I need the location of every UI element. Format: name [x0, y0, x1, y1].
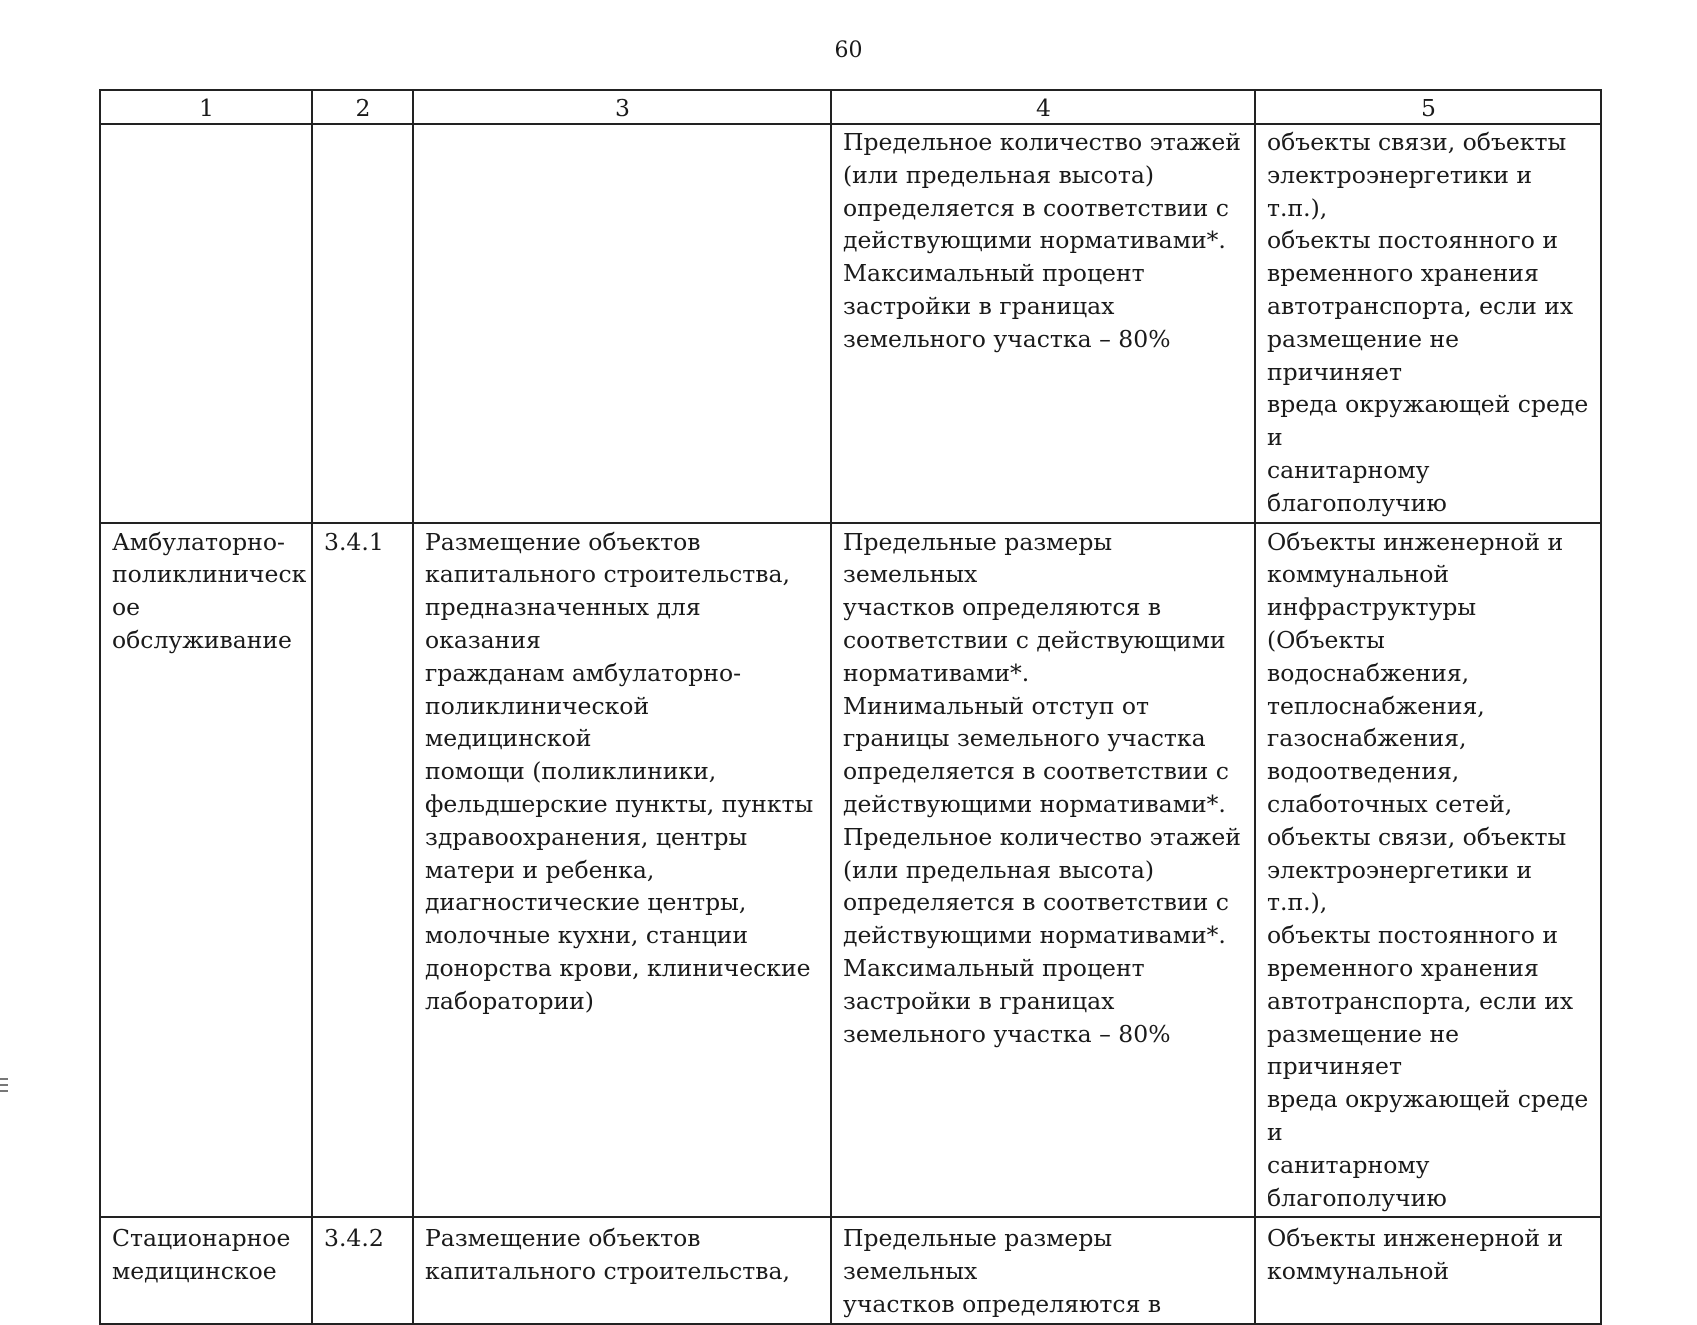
auxiliary-uses-cell	[1255, 124, 1601, 523]
column-header-3: 3	[413, 90, 831, 124]
parameters-text: Предельные размеры земельных участков определяются в	[843, 1224, 1162, 1318]
use-code-cell	[312, 124, 413, 523]
parameters-cell	[831, 523, 1255, 1218]
table-row	[100, 124, 1601, 523]
use-name-cell	[100, 523, 312, 1218]
land-use-table	[99, 89, 1602, 1325]
table-row	[100, 523, 1601, 1218]
parameters-text: Предельные размеры земельных участков определяются в соответствии с действующими нормативами*. Минимальный отступ от границы земельного участка определяется в соответствии с действующими нормативами*. Предельное количество этажей (или предельная высота) определяется в соответствии с действующими нормативами*. Максимальный процент застройки в границах земельного участка – 80%	[843, 527, 1241, 1048]
use-description-cell	[413, 1217, 831, 1323]
auxiliary-uses-text: объекты связи, объекты электроэнергетики и т.п.), объекты постоянного и временного хранения автотранспорта, если их размещение не причиняет вреда окружающей среде и санитарному благополучию	[1267, 128, 1589, 517]
column-header-5: 5	[1255, 90, 1601, 124]
auxiliary-uses-cell	[1255, 1217, 1601, 1323]
parameters-cell	[831, 124, 1255, 523]
use-name-cell	[100, 1217, 312, 1323]
use-code-cell	[312, 523, 413, 1218]
binding-margin-mark	[0, 1078, 8, 1096]
table-header-row	[100, 90, 1601, 124]
use-name-text: Стационарное медицинское	[112, 1224, 291, 1286]
page-number: 60	[834, 38, 863, 63]
auxiliary-uses-text: Объекты инженерной и коммунальной инфраструктуры (Объекты водоснабжения, теплоснабжения, газоснабжения, водоотведения, слаботочных сетей, объекты связи, объекты электроэнергетики и т.п.), объекты постоянного и временного хранения автотранспорта, если их размещение не причиняет вреда окружающей среде и санитарному благополучию	[1267, 527, 1589, 1212]
use-description-cell	[413, 124, 831, 523]
parameters-cell	[831, 1217, 1255, 1323]
column-header-1: 1	[100, 90, 312, 124]
use-description-text: Размещение объектов капитального строительства,	[425, 1224, 791, 1286]
parameters-text: Предельное количество этажей (или предельная высота) определяется в соответствии с действующими нормативами*. Максимальный процент застройки в границах земельного участка – 80%	[843, 128, 1241, 353]
use-code-cell	[312, 1217, 413, 1323]
column-header-4: 4	[831, 90, 1255, 124]
use-description-cell	[413, 523, 831, 1218]
use-name-cell	[100, 124, 312, 523]
table-row	[100, 1217, 1601, 1323]
column-header-2: 2	[312, 90, 413, 124]
auxiliary-uses-cell	[1255, 523, 1601, 1218]
auxiliary-uses-text: Объекты инженерной и коммунальной	[1267, 1224, 1564, 1286]
use-code-text: 3.4.1	[324, 527, 384, 556]
use-name-text: Амбулаторно- поликлиническ ое обслуживание	[112, 527, 307, 654]
use-description-text: Размещение объектов капитального строительства, предназначенных для оказания гражданам амбулаторно- поликлинической медицинской помощи (поликлиники, фельдшерские пункты, пункты здравоохранения, центры матери и ребенка, диагностические центры, молочные кухни, станции донорства крови, клинические лаборатории)	[425, 527, 814, 1015]
use-code-text: 3.4.2	[324, 1224, 384, 1253]
